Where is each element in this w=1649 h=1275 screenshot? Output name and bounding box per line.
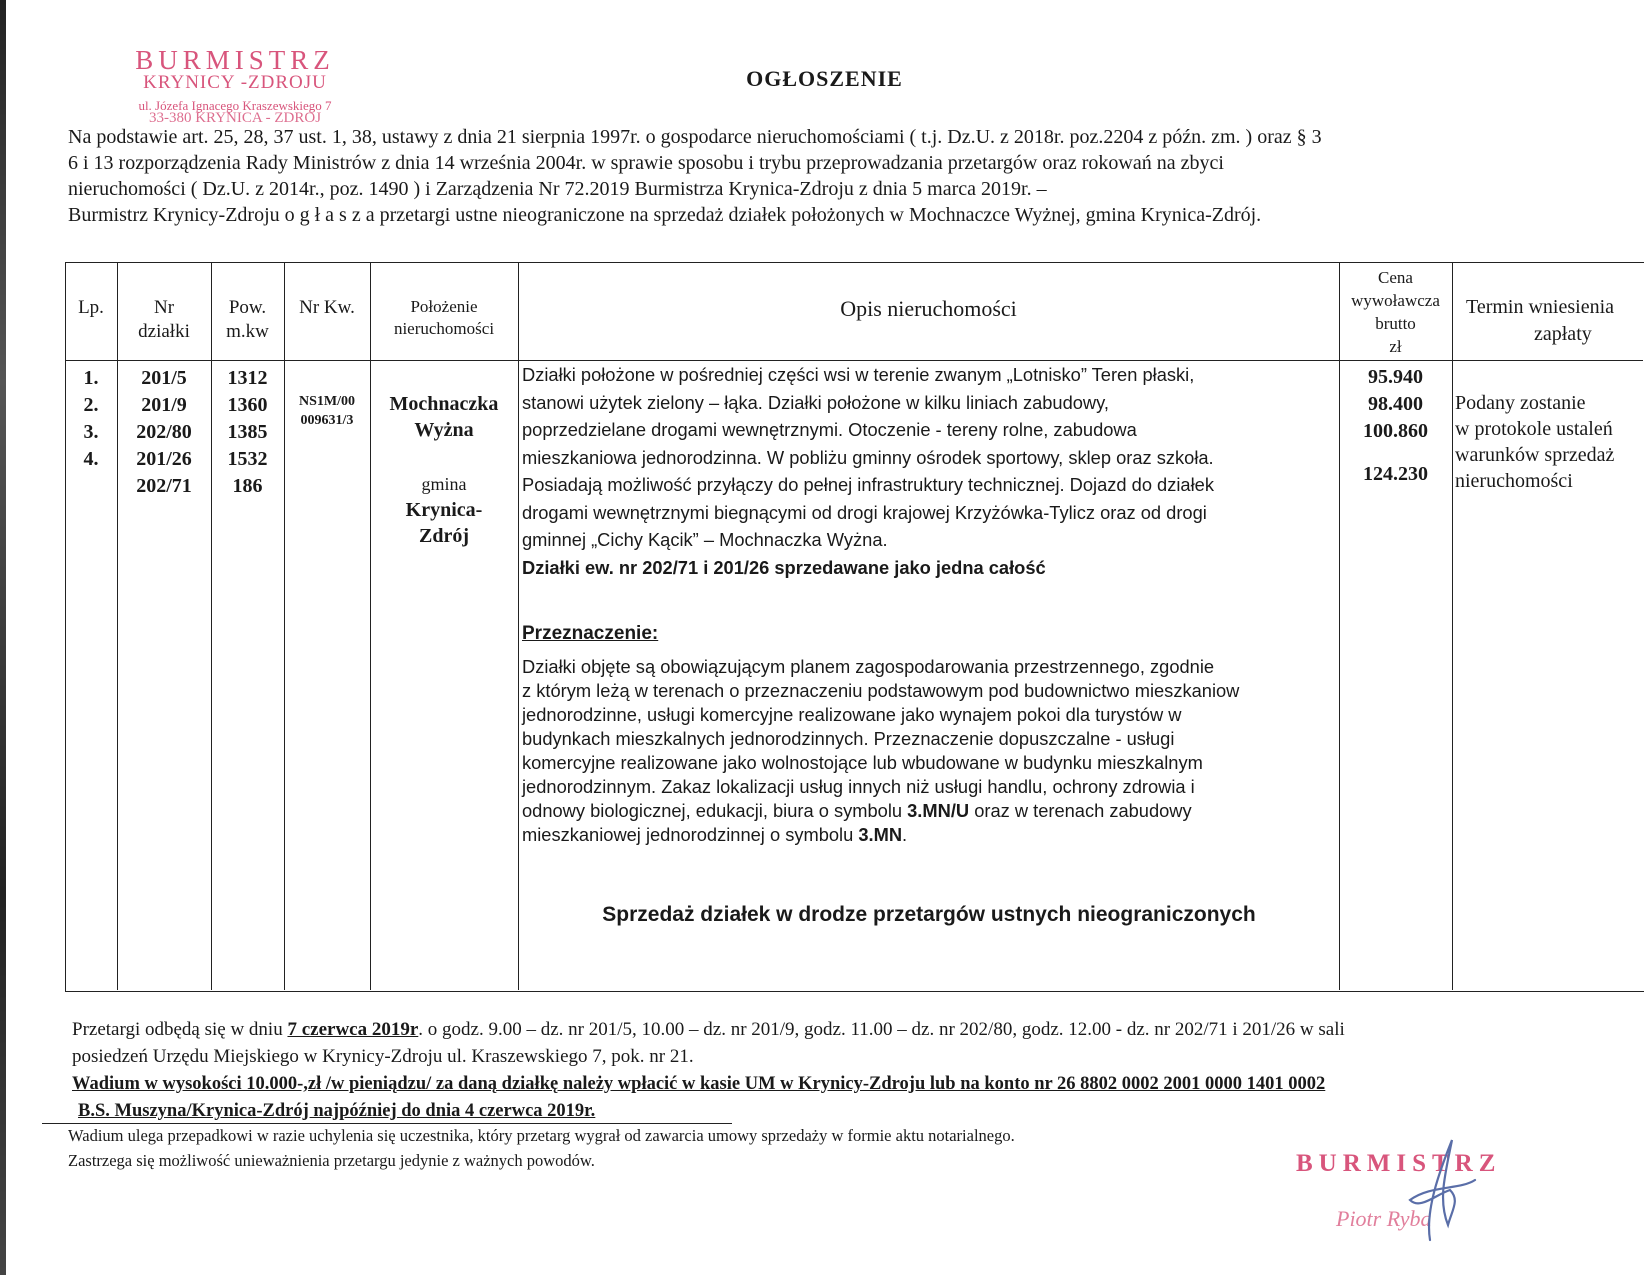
text-span: oraz w terenach zabudowy [969, 800, 1192, 821]
cena-cell: 100.860 [1363, 420, 1428, 442]
scan-edge [0, 0, 6, 1275]
header-nr-kw: Nr Kw. [299, 297, 355, 318]
footer-line-1 [72, 1017, 1345, 1043]
termin-column [1455, 390, 1645, 494]
document-title: OGŁOSZENIE [746, 66, 903, 91]
dzialki-column [117, 365, 211, 500]
header-line: nieruchomości [393, 319, 495, 338]
auction-date: 7 czerwca 2019r [287, 1019, 419, 1040]
loc-line: Krynica- [405, 499, 483, 521]
opis-line: gminnej „Cichy Kącik” – Mochnaczka Wyżna. [522, 529, 888, 550]
pow-cell: 1532 [227, 448, 268, 470]
header-line: Cena [1378, 268, 1413, 287]
cena-column [1339, 364, 1452, 488]
dzialka-cell: 201/9 [141, 394, 187, 416]
lp-column [65, 365, 117, 473]
header-pow [211, 296, 284, 344]
column-divider [518, 262, 519, 990]
kw-column [284, 392, 370, 430]
header-line: Termin wniesienia [1466, 296, 1614, 318]
note-line-2: Zastrzega się możliwość unieważnienia przetargu jedynie z ważnych powodów. [68, 1151, 595, 1170]
column-divider [1452, 262, 1453, 990]
kw-line: NS1M/00 [299, 394, 355, 409]
opis-line: Posiadają możliwość przyłączy do pełnej infrastruktury technicznej. Dojazd do działek [522, 474, 1214, 495]
przeznaczenie-line [522, 799, 1336, 823]
column-divider [370, 262, 371, 990]
polozenie-column [370, 391, 518, 549]
header-nr-dzialki [117, 296, 211, 344]
intro-paragraph [68, 124, 1648, 228]
opis-line: stanowi użytek zielony – łąka. Działki położone w kilku liniach zabudowy, [522, 391, 1109, 413]
opis-paragraph [522, 361, 1336, 581]
stamp-bottom-name: Piotr Ryba [1336, 1206, 1432, 1231]
lp-cell: 2. [83, 394, 99, 416]
intro-line: 6 i 13 rozporządzenia Rady Ministrów z dnia 14 września 2004r. w sprawie sposobu i trybu przeprowadzania przetargów oraz rokowań na zbyci [68, 152, 1224, 174]
pow-column [211, 365, 284, 500]
text-span: . o godz. 9.00 – dz. nr 201/5, 10.00 – dz. nr 201/9, godz. 11.00 – dz. nr 202/80, godz. 12.00 - dz. nr 202/71 i 201/26 w sali [418, 1019, 1345, 1040]
text-span: Przetargi odbędą się w dniu [72, 1019, 288, 1040]
header-line: wywoławcza [1351, 291, 1440, 310]
text-span: . [902, 824, 908, 845]
stamp-bottom-title: BURMISTRZ [1296, 1150, 1502, 1177]
header-line: działki [138, 321, 190, 342]
loc-line: gmina [421, 474, 467, 494]
cena-cell: 124.230 [1363, 463, 1428, 485]
opis-line: mieszkaniowa jednorodzinna. W pobliżu gminny ośrodek sportowy, sklep oraz szkoła. [522, 446, 1214, 468]
przeznaczenie-line: komercyjne realizowane jako wolnostojące lub wbudowane w budynku mieszkalnym [522, 752, 1203, 773]
opis-line: poprzedzielane drogami wewnętrznymi. Otoczenie - tereny rolne, zabudowa [522, 419, 1137, 440]
loc-line: Wyżna [414, 419, 474, 441]
cena-spacer [1339, 445, 1452, 461]
signature-icon [1390, 1130, 1480, 1250]
pow-cell: 1312 [227, 367, 268, 389]
kw-line: 009631/3 [300, 413, 354, 428]
loc-line: Mochnaczka [389, 393, 499, 415]
termin-line: nieruchomości [1455, 470, 1573, 492]
przeznaczenie-line [522, 823, 1336, 847]
przeznaczenie-line: jednorodzinne, usługi komercyjne realizowane jako wynajem pokoi dla turystów w [522, 704, 1182, 725]
przeznaczenie-line: Działki objęte są obowiązującym planem zagospodarowania przestrzennego, zgodnie [522, 656, 1215, 677]
przeznaczenie-paragraph [522, 655, 1336, 847]
lp-cell: 3. [83, 421, 99, 443]
footer-line-2: posiedzeń Urzędu Miejskiego w Krynicy-Zdroju ul. Kraszewskiego 7, pok. nr 21. [72, 1046, 694, 1067]
stamp-title: BURMISTRZ [135, 45, 335, 75]
opis-line: drogami wewnętrznymi biegnącymi od drogi krajowej Krzyżówka-Tylicz oraz od drogi [522, 501, 1207, 523]
dzialka-cell: 201/26 [136, 448, 192, 470]
text-span: odnowy biologicznej, edukacji, biura o symbolu [522, 800, 908, 821]
wadium-line-2: B.S. Muszyna/Krynica-Zdrój najpóźniej do dnia 4 czerwca 2019r. [78, 1101, 596, 1121]
header-line: m.kw [226, 321, 269, 342]
stamp-street: ul. Józefa Ignacego Kraszewskiego 7 [138, 98, 332, 113]
header-termin [1452, 294, 1649, 348]
przeznaczenie-line: z którym leżą w terenach o przeznaczeniu podstawowym pod budownictwo mieszkaniow [522, 680, 1240, 701]
text-span: mieszkaniowej jednorodzinnej o symbolu [522, 824, 859, 845]
loc-spacer [370, 443, 518, 471]
stamp-city: 33-380 KRYNICA - ZDRÓJ [148, 110, 322, 126]
przeznaczenie-heading: Przeznaczenie: [522, 623, 659, 644]
header-line: Nr [153, 297, 175, 318]
sprzedaz-note: Sprzedaż działek w drodze przetargów ustnych nieograniczonych [602, 903, 1256, 926]
symbol-mnu: 3.MN/U [907, 800, 970, 821]
intro-line: Na podstawie art. 25, 28, 37 ust. 1, 38, ustawy z dnia 21 sierpnia 1997r. o gospodarce nieruchomościami ( t.j. Dz.U. z 2018r. poz.2204 z późn. zm. ) oraz § 3 [68, 126, 1322, 148]
termin-line: Podany zostanie [1455, 392, 1586, 414]
przeznaczenie-line: budynkach mieszkalnych jednorodzinnych. Przeznaczenie dopuszczalne - usługi [522, 728, 1175, 749]
wadium-line-1: Wadium w wysokości 10.000-,zł /w pieniądzu/ za daną działkę należy wpłacić w kasie UM w Krynicy-Zdroju lub na konto nr 26 8802 0002 2001 0000 1401 0002 [72, 1074, 1326, 1094]
header-line: Położenie [410, 297, 478, 316]
pow-cell: 1385 [227, 421, 268, 443]
header-lp: Lp. [78, 297, 104, 318]
intro-line: Burmistrz Krynicy-Zdroju o g ł a s z a przetargi ustne nieograniczone na sprzedaż działek położonych w Mochnaczce Wyżnej, gmina Krynica-Zdrój. [68, 204, 1262, 226]
header-polozenie [370, 296, 518, 340]
dzialka-cell: 201/5 [141, 367, 187, 389]
loc-line: Zdrój [419, 525, 469, 547]
intro-line: nieruchomości ( Dz.U. z 2014r., poz. 1490 ) i Zarządzenia Nr 72.2019 Burmistrza Krynica-Zdroju z dnia 5 marca 2019r. – [68, 178, 1047, 200]
przeznaczenie-line: jednorodzinnym. Zakaz lokalizacji usług innych niż usługi handlu, ochrony zdrowia i [522, 776, 1195, 797]
cena-cell: 95.940 [1368, 366, 1423, 388]
cena-cell: 98.400 [1368, 393, 1423, 415]
dzialka-cell: 202/71 [136, 475, 192, 497]
note-line-1: Wadium ulega przepadkowi w razie uchylenia się uczestnika, który przetarg wygrał od zawarcia umowy sprzedaży w formie aktu notarialnego. [68, 1126, 1015, 1145]
symbol-mn: 3.MN [858, 824, 903, 845]
pow-cell: 186 [232, 475, 263, 497]
opis-column [522, 361, 1336, 927]
dzialka-cell: 202/80 [136, 421, 192, 443]
stamp-office: KRYNICY -ZDROJU [143, 72, 327, 93]
lp-cell: 1. [83, 367, 99, 389]
header-line: zł [1389, 337, 1402, 356]
opis-line: Działki położone w pośredniej części wsi w terenie zwanym „Lotnisko” Teren płaski, [522, 364, 1195, 385]
column-divider [284, 262, 285, 990]
header-line: brutto [1375, 314, 1416, 333]
header-line: zapłaty [1534, 323, 1592, 345]
termin-line: w protokole ustaleń [1455, 418, 1613, 440]
pow-cell: 1360 [227, 394, 268, 416]
header-opis: Opis nieruchomości [840, 296, 1017, 321]
termin-line: warunków sprzedaż [1455, 444, 1615, 466]
opis-bold-note: Działki ew. nr 202/71 i 201/26 sprzedawane jako jedna całość [522, 556, 1046, 578]
header-line: Pow. [228, 297, 267, 318]
lp-cell: 4. [83, 448, 99, 470]
header-cena [1339, 266, 1452, 358]
